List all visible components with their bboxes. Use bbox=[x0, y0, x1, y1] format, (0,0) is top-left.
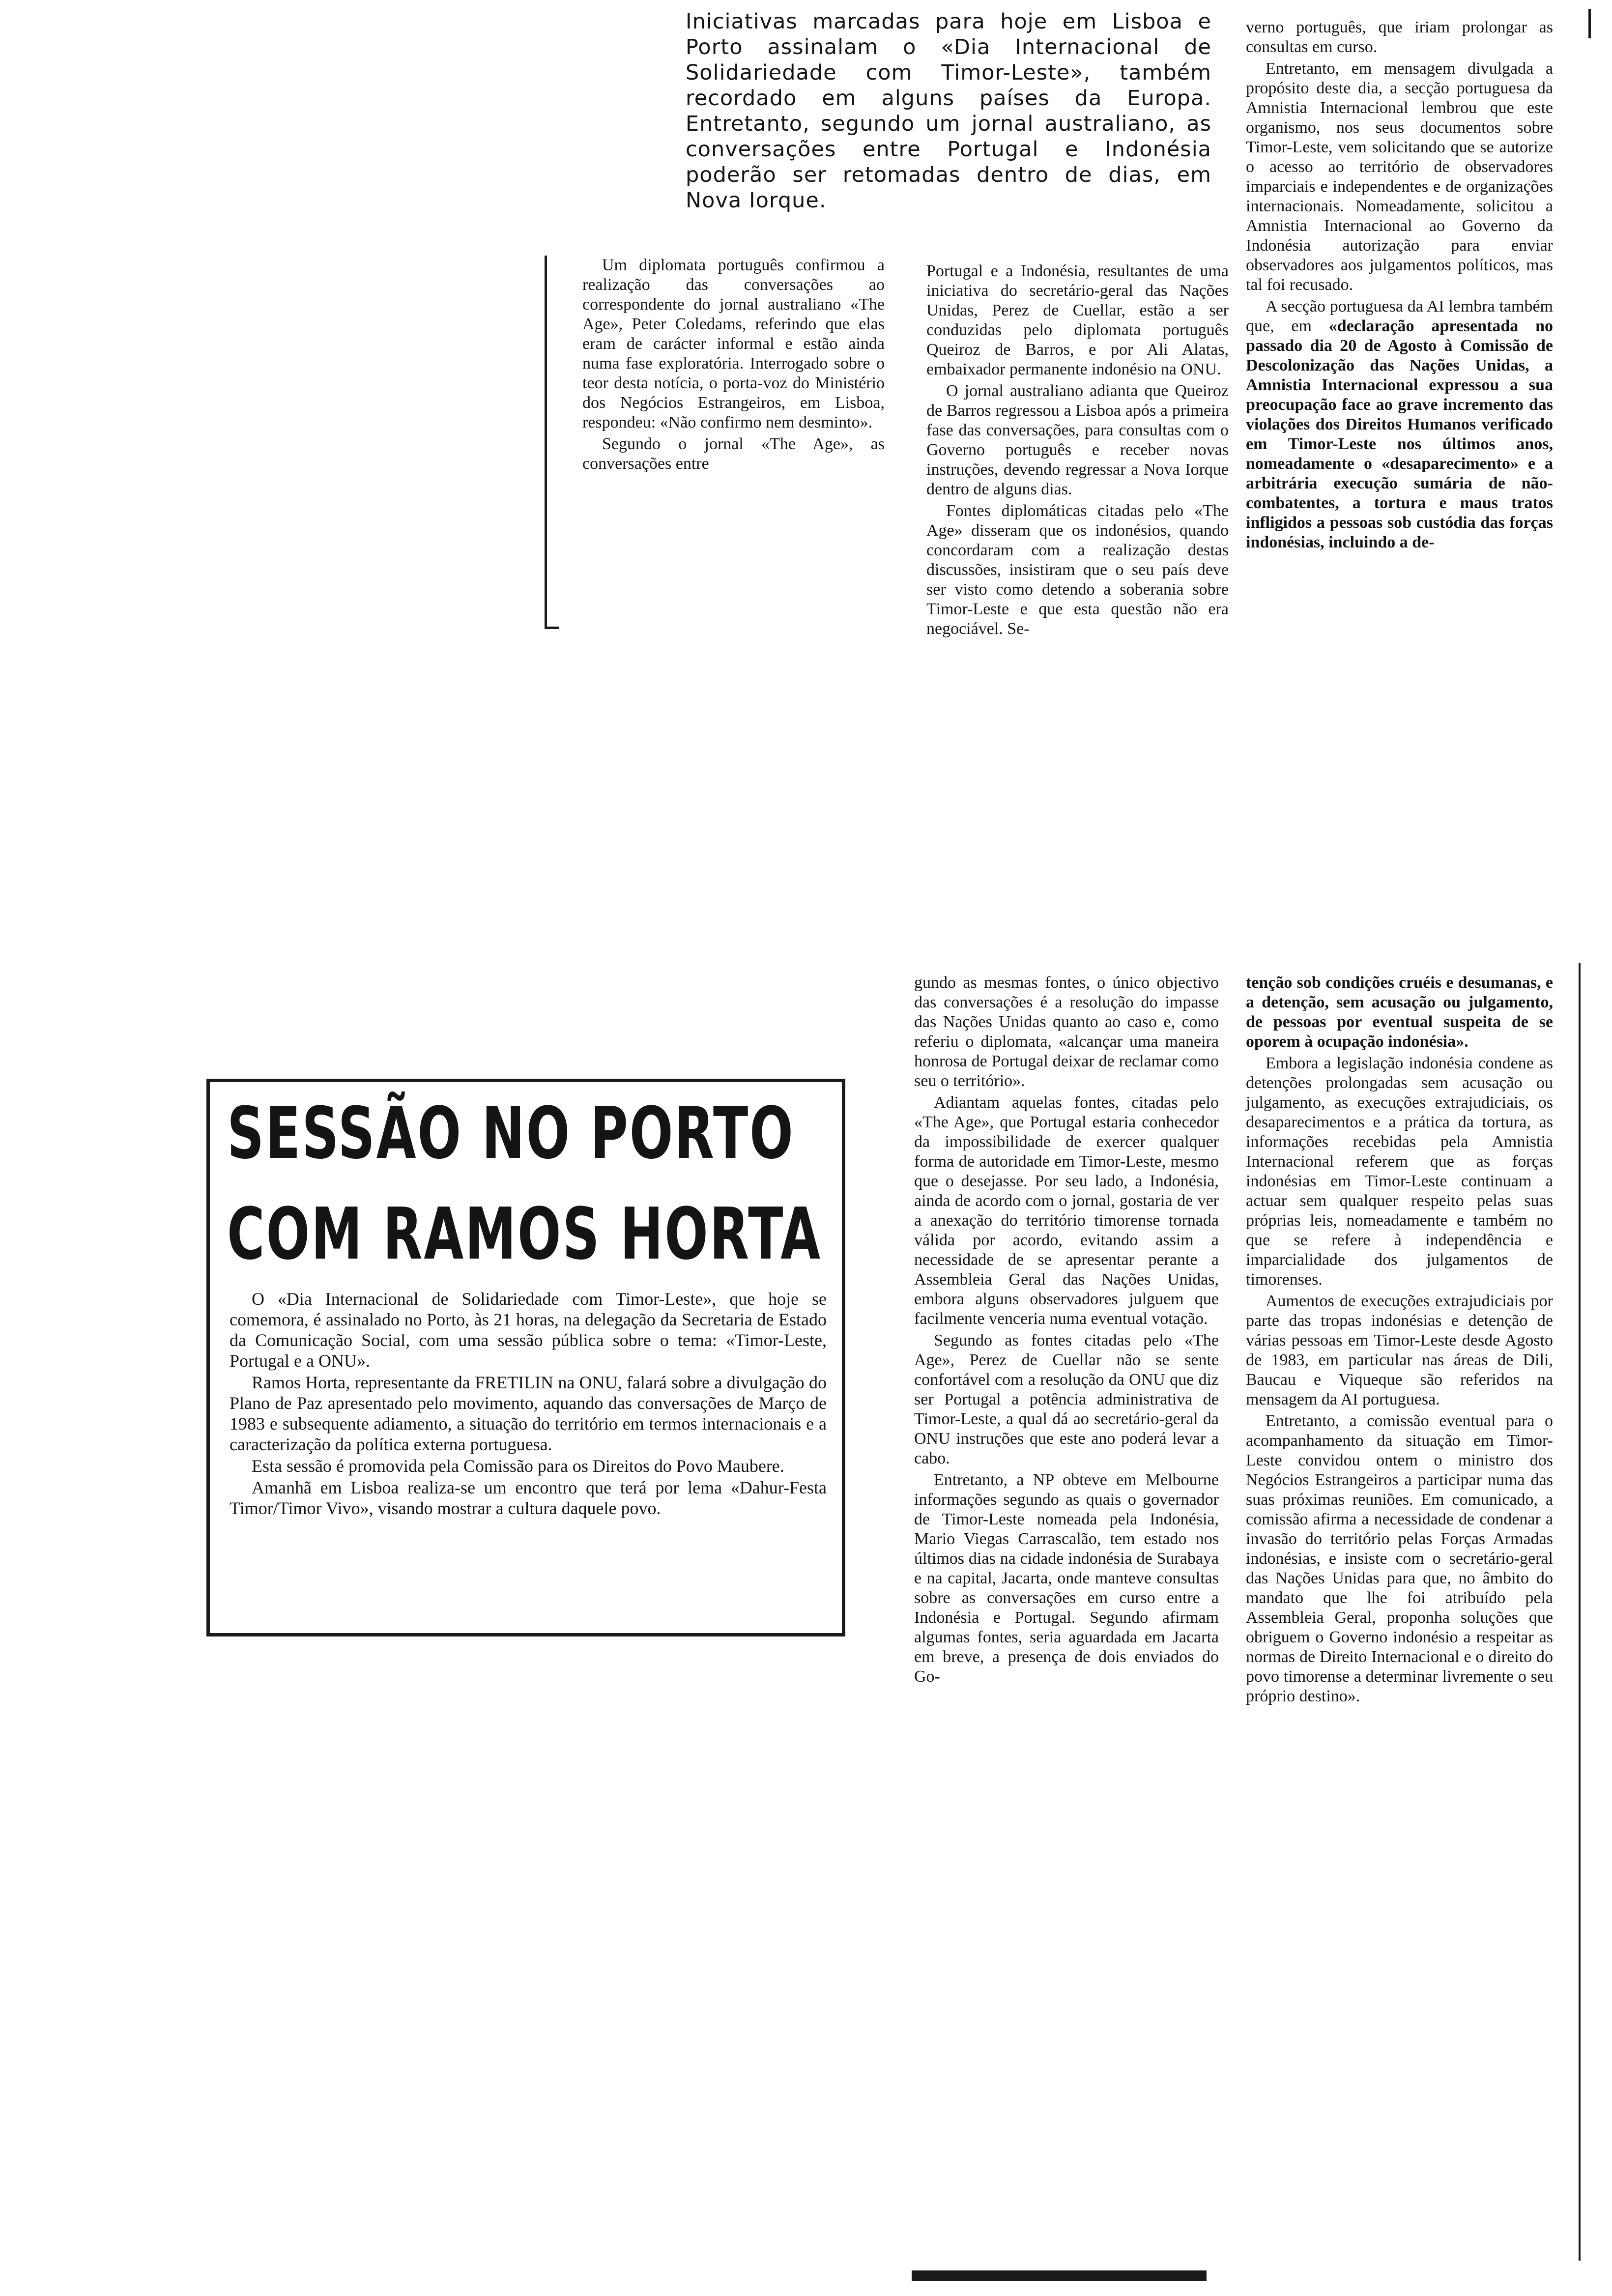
box-headline-line-1: SESSÃO NO PORTO bbox=[227, 1092, 795, 1175]
article-paragraph: Segundo as fontes citadas pelo «The Age», Perez de Cuellar não se sente confortável com a resolução da ONU que diz ser Portugal a potência administrativa de Timor-Leste, a qual dá ao secretário-geral da ONU instruções que este ano poderá levar a cabo. bbox=[914, 1331, 1219, 1467]
footer-bar bbox=[912, 2270, 1207, 2281]
article-paragraph: O jornal australiano adianta que Queiroz de Barros regressou a Lisboa após a primeira fase das conversações, para consultas com o Governo português e receber novas instruções, devendo regressar a Nova Iorque dentro de alguns dias. bbox=[926, 382, 1229, 498]
box-paragraph: Amanhã em Lisboa realiza-se um encontro que terá por lema «Dahur-Festa Timor/Timor Vivo», visando mostrar a cultura daquele povo. bbox=[230, 1478, 827, 1518]
article-paragraph: Entretanto, em mensagem divulgada a propósito deste dia, a secção portuguesa da Amnistia Internacional lembrou que este organismo, nos seus documentos sobre Timor-Leste, vem solicitando que se autorize o acesso ao território de observadores imparciais e independentes e de organizações internacionais. Nomeadamente, solicitou a Amnistia Internacional ao Governo da Indonésia autorização para enviar observadores aos julgamentos políticos, mas tal foi recusado. bbox=[1246, 59, 1553, 294]
box-paragraph: Ramos Horta, representante da FRETILIN na ONU, falará sobre a divulgação do Plano de Paz apresentado pelo movimento, aquando das conversações de Março de 1983 e subsequente adiamento, a situação do território em termos internacionais e a caracterização da política externa portuguesa. bbox=[230, 1373, 827, 1454]
article-column-5 bbox=[1246, 973, 1553, 1708]
lead-paragraph: Iniciativas marcadas para hoje em Lisboa e Porto assinalam o «Dia Internacional de Solidariedade com Timor-Leste», também recordado em alguns países da Europa. Entretanto, segundo um jornal australiano, as conversações entre Portugal e Indonésia poderão ser retomadas dentro de dias, em Nova Iorque. bbox=[686, 9, 1211, 213]
sidebar-box bbox=[206, 1079, 845, 1636]
column-rule-foot bbox=[545, 627, 559, 629]
article-paragraph: Entretanto, a comissão eventual para o acompanhamento da situação em Timor-Leste convidou ontem o ministro dos Negócios Estrangeiros a participar numa das suas próximas reuniões. Em comunicado, a comissão afirma a necessidade de condenar a invasão do território pelas Forças Armadas indonésias, e insiste com o secretário-geral das Nações Unidas para que, no âmbito do mandato que lhe foi atribuído pela Assembleia Geral, proponha soluções que obriguem o Governo indonésio a respeitar as normas de Direito Internacional e o direito do povo timorense a determinar livremente o seu próprio destino». bbox=[1246, 1412, 1553, 1705]
article-paragraph: Aumentos de execuções extrajudiciais por parte das tropas indonésias e detenção de várias pessoas em Timor-Leste desde Agosto de 1983, em particular nas áreas de Dili, Baucau e Viqueque são referidos na mensagem da AI portuguesa. bbox=[1246, 1292, 1553, 1408]
article-column-1 bbox=[582, 256, 885, 476]
article-column-4 bbox=[914, 973, 1219, 1689]
article-paragraph: Embora a legislação indonésia condene as detenções prolongadas sem acusação ou julgamento, as execuções extrajudiciais, os desaparecimentos e a prática da tortura, as informações recebidas pela Amnistia Internacional referem que as forças indonésias em Timor-Leste continuam a actuar sem qualquer respeito pelas suas próprias leis, nomeadamente e também no que se refere à independência e imparcialidade dos julgamentos de timorenses. bbox=[1246, 1054, 1553, 1289]
article-paragraph bbox=[1246, 297, 1553, 552]
article-paragraph: gundo as mesmas fontes, o único objectivo das conversações é a resolução do impasse das Nações Unidas quanto ao caso e, como referiu o diplomata, «alcançar uma maneira honrosa de Portugal deixar de reclamar como seu o território». bbox=[914, 974, 1219, 1090]
box-body bbox=[230, 1289, 827, 1520]
article-paragraph: tenção sob condições cruéis e desumanas, e a detenção, sem acusação ou julgamento, de pessoas por eventual suspeita de se oporem à ocupação indonésia». bbox=[1246, 974, 1553, 1051]
article-paragraph: Portugal e a Indonésia, resultantes de uma iniciativa do secretário-geral das Nações Unidas, Perez de Cuellar, estão a ser conduzidas pelo diplomata português Queiroz de Barros, e por Ali Alatas, embaixador permanente indonésio na ONU. bbox=[926, 262, 1229, 378]
article-paragraph: Fontes diplomáticas citadas pelo «The Age» disseram que os indonésios, quando concordaram com a realização destas discussões, insistiram que o seu país deve ser visto como detendo a soberania sobre Timor-Leste e que esta questão não era negociável. Se- bbox=[926, 502, 1229, 638]
box-paragraph: Esta sessão é promovida pela Comissão para os Direitos do Povo Maubere. bbox=[252, 1456, 784, 1476]
paragraph-text: A secção portuguesa da AI lembra também que, em bbox=[1246, 297, 1553, 335]
box-headline-line-2: COM RAMOS HORTA bbox=[227, 1193, 822, 1276]
article-paragraph: Um diplomata português confirmou a realização das conversações ao correspondente do jornal australiano «The Age», Peter Coledams, referindo que elas eram de carácter informal e estão ainda numa fase exploratória. Interrogado sobre o teor desta notícia, o porta-voz do Ministério dos Negócios Estrangeiros, em Lisboa, respondeu: «Não confirmo nem desminto». bbox=[582, 256, 885, 431]
article-column-3 bbox=[1246, 18, 1553, 554]
article-paragraph: Adiantam aquelas fontes, citadas pelo «The Age», que Portugal estaria conhecedor da impossibilidade de exercer qualquer forma de autoridade em Timor-Leste, mesmo que o desejasse. Por seu lado, a Indonésia, ainda de acordo com o jornal, gostaria de ver a anexação do território timorense tornada válida por acordo, evitando assim a necessidade de se apresentar perante a Assembleia Geral das Nações Unidas, embora alguns observadores julguem que facilmente venceria numa eventual votação. bbox=[914, 1093, 1219, 1328]
box-paragraph: O «Dia Internacional de Solidariedade com Timor-Leste», que hoje se comemora, é assinalado no Porto, às 21 horas, na delegação da Secretaria de Estado da Comunicação Social, com uma sessão pública sobre o tema: «Timor-Leste, Portugal e a ONU». bbox=[230, 1289, 827, 1371]
article-paragraph: verno português, que iriam prolongar as consultas em curso. bbox=[1246, 18, 1553, 56]
article-column-2 bbox=[926, 261, 1229, 641]
column-rule-right-lower bbox=[1579, 963, 1581, 2261]
article-paragraph: Entretanto, a NP obteve em Melbourne informações segundo as quais o governador de Timor-Leste nomeada pela Indonésia, Mario Viegas Carrascalão, tem estado nos últimos dias na cidade indonésia de Surabaya e na capital, Jacarta, onde manteve consultas sobre as conversações em curso entre a Indonésia e Portugal. Segundo afirmam algumas fontes, seria aguardada em Jacarta em breve, a presença de dois enviados do Go- bbox=[914, 1471, 1219, 1686]
column-rule-right bbox=[1588, 9, 1591, 38]
quoted-declaration: «declaração apresentada no passado dia 20 de Agosto à Comissão de Descolonização das Nações Unidas, a Amnistia Internacional expressou a sua preocupação face ao grave incremento das violações dos Direitos Humanos verificado em Timor-Leste nos últimos anos, nomeadamente o «desaparecimento» e a arbitrária execução sumária de não-combatentes, a tortura e maus tratos infligidos a pessoas sob custódia das forças indonésias, incluindo a de- bbox=[1246, 317, 1553, 551]
article-paragraph: Segundo o jornal «The Age», as conversações entre bbox=[582, 435, 885, 473]
column-rule-left bbox=[545, 256, 547, 629]
